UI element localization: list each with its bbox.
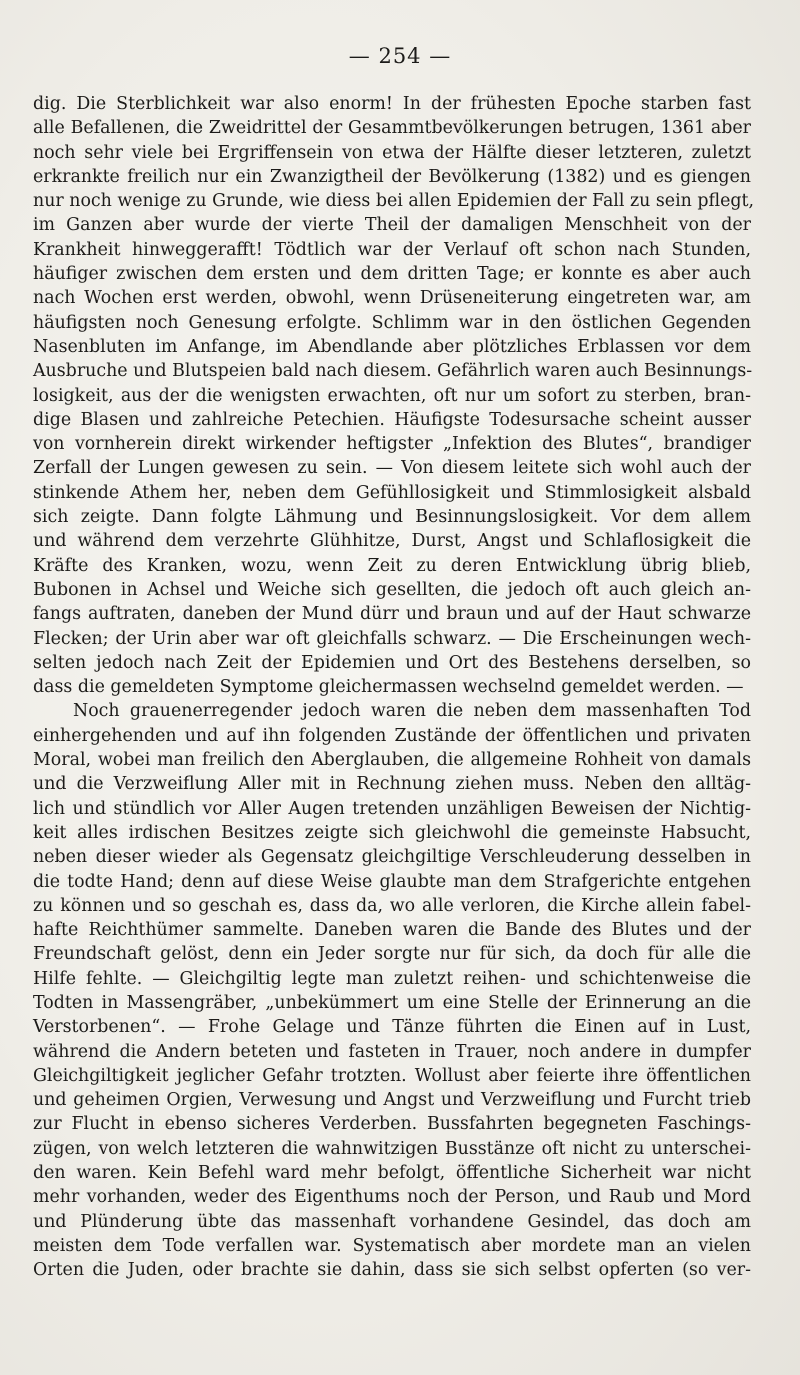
- text-line: zur Flucht in ebenso sicheres Verderben. Bussfahrten begegneten Faschings-: [33, 1114, 751, 1135]
- text-line: häufiger zwischen dem ersten und dem dritten Tage; er konnte es aber auch: [33, 264, 751, 285]
- text-line: und Plünderung übte das massenhaft vorhandene Gesindel, das doch am: [33, 1211, 751, 1232]
- text-line: neben dieser wieder als Gegensatz gleichgiltige Verschleuderung desselben in: [33, 847, 751, 868]
- text-line: Todten in Massengräber, „unbekümmert um eine Stelle der Erinnerung an die: [33, 992, 751, 1013]
- text-line: Verstorbenen“. — Frohe Gelage und Tänze führten die Einen auf in Lust,: [33, 1017, 751, 1038]
- text-line: keit alles irdischen Besitzes zeigte sich gleichwohl die gemeinste Habsucht,: [33, 822, 751, 843]
- text-line: hafte Reichthümer sammelte. Daneben waren die Bande des Blutes und der: [33, 920, 751, 941]
- text-line: Nasenbluten im Anfange, im Abendlande aber plötzliches Erblassen vor dem: [33, 336, 751, 357]
- text-line: dige Blasen und zahlreiche Petechien. Häufigste Todesursache scheint ausser: [33, 409, 751, 430]
- text-line: zu können und so geschah es, dass da, wo alle verloren, die Kirche allein fabel-: [33, 895, 751, 916]
- text-line: und während dem verzehrte Glühhitze, Durst, Angst und Schlaflosigkeit die: [33, 531, 751, 552]
- text-line: im Ganzen aber wurde der vierte Theil der damaligen Menschheit von der: [33, 215, 751, 236]
- text-line: Gleichgiltigkeit jeglicher Gefahr trotzten. Wollust aber feierte ihre öffentlichen: [33, 1065, 751, 1086]
- text-line: dass die gemeldeten Symptome gleichermassen wechselnd gemeldet werden. —: [33, 677, 744, 698]
- text-line: und die Verzweiflung Aller mit in Rechnung ziehen muss. Neben den alltäg-: [33, 774, 751, 795]
- text-line: sich zeigte. Dann folgte Lähmung und Besinnungslosigkeit. Vor dem allem: [33, 507, 751, 528]
- text-line: von vornherein direkt wirkender heftigster „Infektion des Blutes“, brandiger: [33, 434, 751, 455]
- text-line: alle Befallenen, die Zweidrittel der Gesammtbevölkerungen betrugen, 1361 aber: [33, 118, 751, 139]
- text-line: Bubonen in Achsel und Weiche sich gesellten, die jedoch oft auch gleich an-: [33, 579, 751, 600]
- text-line: Krankheit hinweggerafft! Tödtlich war der Verlauf oft schon nach Stunden,: [33, 239, 751, 260]
- page-number: — 254 —: [348, 44, 452, 68]
- text-line: mehr vorhanden, weder des Eigenthums noch der Person, und Raub und Mord: [33, 1187, 751, 1208]
- text-line: losigkeit, aus der die wenigsten erwachten, oft nur um sofort zu sterben, bran-: [33, 385, 751, 406]
- text-line: selten jedoch nach Zeit der Epidemien und Ort des Bestehens derselben, so: [33, 652, 751, 673]
- text-line: fangs auftraten, daneben der Mund dürr und braun und auf der Haut schwarze: [33, 604, 751, 625]
- text-line: die todte Hand; denn auf diese Weise glaubte man dem Strafgerichte entgehen: [33, 871, 751, 892]
- text-line: dig. Die Sterblichkeit war also enorm! In der frühesten Epoche starben fast: [33, 94, 751, 114]
- text-line: Freundschaft gelöst, denn ein Jeder sorgte nur für sich, da doch für alle die: [33, 944, 751, 965]
- text-line: zügen, von welch letzteren die wahnwitzigen Busstänze oft nicht zu unterschei-: [33, 1138, 751, 1159]
- text-line: häufigsten noch Genesung erfolgte. Schlimm war in den östlichen Gegenden: [33, 312, 751, 333]
- text-line: stinkende Athem her, neben dem Gefühllosigkeit und Stimmlosigkeit alsbald: [33, 482, 751, 503]
- text-line: und geheimen Orgien, Verwesung und Angst und Verzweiflung und Furcht trieb: [33, 1090, 751, 1111]
- text-line: Ausbruche und Blutspeien bald nach diesem. Gefährlich waren auch Besinnungs-: [33, 361, 753, 382]
- text-line: Hilfe fehlte. — Gleichgiltig legte man zuletzt reihen- und schichtenweise die: [33, 968, 751, 989]
- text-line: einhergehenden und auf ihn folgenden Zustände der öffentlichen und privaten: [33, 725, 751, 746]
- body-text: [33, 92, 755, 1283]
- text-line: den waren. Kein Befehl ward mehr befolgt, öffentliche Sicherheit war nicht: [33, 1163, 751, 1184]
- text-line: lich und stündlich vor Aller Augen tretenden unzähligen Beweisen der Nichtig-: [33, 798, 751, 819]
- text-line: noch sehr viele bei Ergriffensein von etwa der Hälfte dieser letzteren, zuletzt: [33, 142, 751, 163]
- text-line: Zerfall der Lungen gewesen zu sein. — Von diesem leitete sich wohl auch der: [33, 458, 751, 479]
- text-line: erkrankte freilich nur ein Zwanzigtheil der Bevölkerung (1382) und es giengen: [33, 166, 751, 187]
- text-line: Orten die Juden, oder brachte sie dahin, dass sie sich selbst opferten (so ver-: [33, 1260, 751, 1281]
- text-line: Moral, wobei man freilich den Aberglauben, die allgemeine Rohheit von damals: [33, 750, 751, 771]
- text-line: meisten dem Tode verfallen war. Systematisch aber mordete man an vielen: [33, 1235, 751, 1256]
- text-line: Flecken; der Urin aber war oft gleichfalls schwarz. — Die Erscheinungen wech-: [33, 628, 751, 649]
- text-line: nur noch wenige zu Grunde, wie diess bei allen Epidemien der Fall zu sein pflegt,: [33, 191, 755, 212]
- text-line: Kräfte des Kranken, wozu, wenn Zeit zu deren Entwicklung übrig blieb,: [33, 555, 751, 576]
- text-line: nach Wochen erst werden, obwohl, wenn Drüseneiterung eingetreten war, am: [33, 288, 751, 309]
- text-line: während die Andern beteten und fasteten in Trauer, noch andere in dumpfer: [33, 1041, 751, 1062]
- text-line: Noch grauenerregender jedoch waren die neben dem massenhaften Tod: [73, 701, 751, 722]
